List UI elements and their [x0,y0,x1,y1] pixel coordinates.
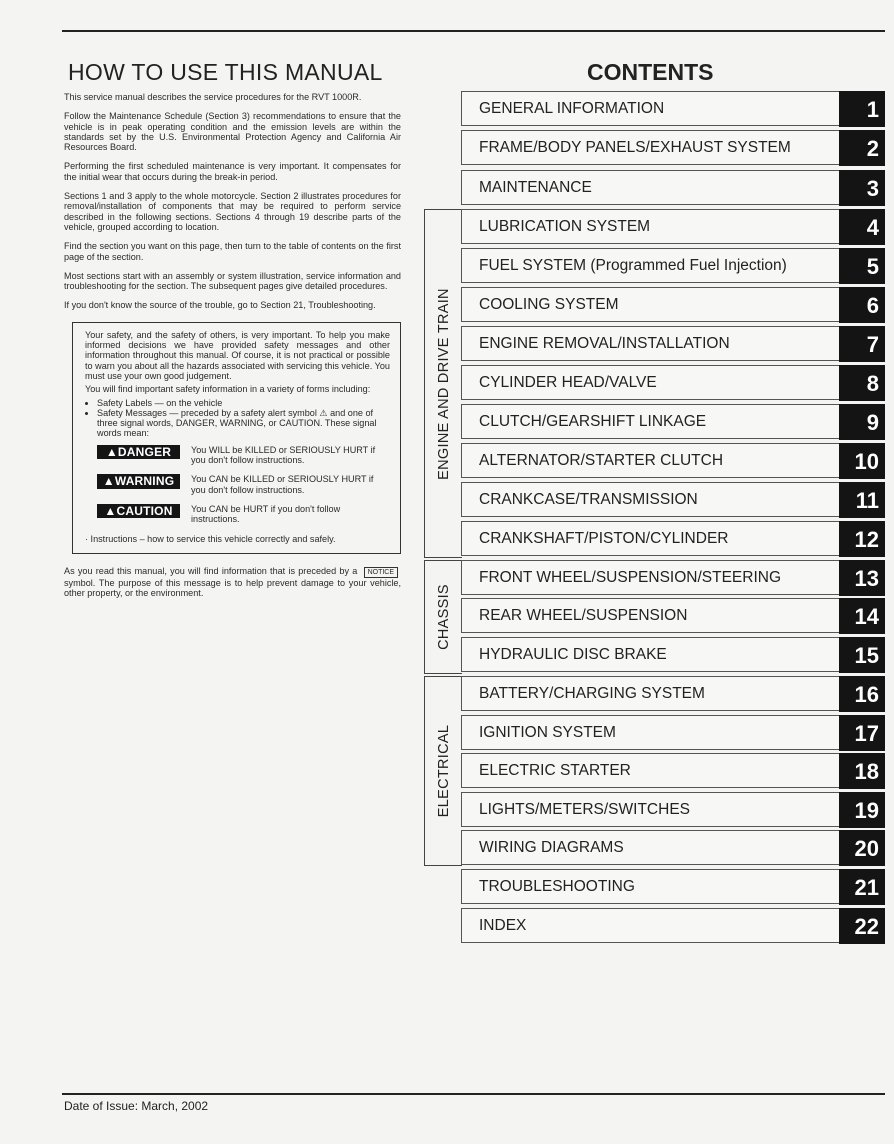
toc-entry[interactable] [461,598,885,634]
toc-entry[interactable] [461,830,885,866]
toc-entry[interactable] [461,637,885,673]
toc-label: FRAME/BODY PANELS/EXHAUST SYSTEM [479,139,791,156]
safety-forms: You will find important safety information in a variety of forms including: [85,384,371,395]
section-tab: 12 [839,521,885,557]
section-tab: 5 [839,248,885,284]
section-tab: 19 [839,792,885,828]
toc-label: ENGINE REMOVAL/INSTALLATION [479,335,730,352]
safety-list [85,398,390,439]
top-rule [62,30,885,32]
toc-entry[interactable] [461,521,885,557]
danger-row [97,445,390,466]
section-tab: 17 [839,715,885,751]
danger-badge: ▲DANGER [97,445,180,459]
section-tab: 9 [839,404,885,440]
section-tab: 2 [839,130,885,166]
group-engine-label: ENGINE AND DRIVE TRAIN [435,287,452,480]
section-tab: 13 [839,560,885,596]
issue-date: Date of Issue: March, 2002 [64,1099,209,1113]
how-to-use-title: HOW TO USE THIS MANUAL [68,59,383,86]
find-section-paragraph: Find the section you want on this page, then turn to the table of contents on the first page of the section. [64,241,401,262]
notice-text-after: symbol. The purpose of this message is to help prevent damage to your vehicle, other property, or the environment. [64,577,401,599]
toc-entry[interactable] [461,753,885,789]
how-to-use-section [64,92,401,607]
maintenance-paragraph: Follow the Maintenance Schedule (Section 3) recommendations to ensure that the vehicle is in peak operating condition and the emission levels are within the standards set by the U.S. Environmental Protection Agency and California Air Resources Board. [64,111,401,153]
toc-label: ALTERNATOR/STARTER CLUTCH [479,452,724,469]
caution-badge: ▲CAUTION [97,504,180,518]
section-structure-paragraph: Most sections start with an assembly or system illustration, service information and troubleshooting for the section. The subsequent pages give detailed procedures. [64,270,401,292]
toc-label: FUEL SYSTEM (Programmed Fuel Injection) [479,257,787,274]
section-tab: 18 [839,753,885,789]
warning-badge: ▲WARNING [97,474,180,488]
toc-label: HYDRAULIC DISC BRAKE [479,646,667,663]
toc-entry[interactable] [461,482,885,518]
safety-labels-item: • Safety Labels — on the vehicle [97,398,390,408]
toc-entry[interactable] [461,91,885,127]
group-electrical-label: ELECTRICAL [435,724,452,818]
toc-entry[interactable] [461,908,885,944]
toc-label: LIGHTS/METERS/SWITCHES [479,801,690,818]
toc-label: FRONT WHEEL/SUSPENSION/STEERING [479,569,782,586]
caution-text: You CAN be HURT if you don't follow instructions. [191,503,341,525]
troubleshooting-paragraph: If you don't know the source of the trouble, go to Section 21, Troubleshooting. [64,300,376,311]
section-tab: 15 [839,637,885,673]
toc-label: COOLING SYSTEM [479,296,619,313]
toc-label: CRANKCASE/TRANSMISSION [479,491,698,508]
toc-entry[interactable] [461,130,885,166]
group-chassis [424,560,462,674]
toc-label: CYLINDER HEAD/VALVE [479,374,657,391]
caution-row [97,504,390,525]
toc-entry[interactable] [461,365,885,401]
section-tab: 21 [839,869,885,905]
toc-label: MAINTENANCE [479,179,592,196]
instructions-item: · Instructions – how to service this vehicle correctly and safely. [85,533,336,544]
sections-paragraph: Sections 1 and 3 apply to the whole motorcycle. Section 2 illustrates procedures for removal/installation of components that may be required to perform service described in the following sections. Sections 4 through 19 describe parts of the vehicle, grouped according to location. [64,191,401,232]
bottom-rule [62,1093,885,1095]
toc-label: CLUTCH/GEARSHIFT LINKAGE [479,413,707,430]
section-tab: 20 [839,830,885,866]
safety-intro: Your safety, and the safety of others, is very important. To help you make informed decisions we have provided safety messages and other information throughout this manual. Of course, it is not practical or possible to warn you about all the hazards associated with servicing this vehicle. You must use your own good judgement. [85,329,390,381]
section-tab: 14 [839,598,885,634]
toc-label: CRANKSHAFT/PISTON/CYLINDER [479,530,729,547]
notice-text-before: As you read this manual, you will find information that is preceded by a [64,565,358,576]
toc-entry[interactable] [461,715,885,751]
section-tab: 4 [839,209,885,245]
intro-paragraph: This service manual describes the service procedures for the RVT 1000R. [64,92,362,102]
toc-label: TROUBLESHOOTING [479,878,635,895]
toc-label: WIRING DIAGRAMS [479,839,624,856]
toc-label: ELECTRIC STARTER [479,762,631,779]
toc-entry[interactable] [461,248,885,284]
toc-entry[interactable] [461,404,885,440]
section-tab: 7 [839,326,885,362]
toc-entry[interactable] [461,869,885,905]
section-tab: 8 [839,365,885,401]
toc-entry[interactable] [461,170,885,206]
warning-text: You CAN be KILLED or SERIOUSLY HURT if you don't follow instructions. [191,474,374,495]
notice-symbol: NOTICE [364,567,398,578]
toc-entry[interactable] [461,792,885,828]
section-tab: 6 [839,287,885,323]
section-tab: 11 [839,482,885,518]
toc-entry[interactable] [461,676,885,712]
toc-label: INDEX [479,917,527,934]
toc-label: BATTERY/CHARGING SYSTEM [479,685,705,702]
section-tab: 16 [839,676,885,712]
danger-text: You WILL be KILLED or SERIOUSLY HURT if you don't follow instructions. [191,444,376,466]
toc-label: IGNITION SYSTEM [479,724,616,741]
section-tab: 3 [839,170,885,206]
group-electrical [424,676,462,866]
contents-title: CONTENTS [587,59,714,86]
toc-label: GENERAL INFORMATION [479,100,665,117]
toc-entry[interactable] [461,560,885,596]
toc-entry[interactable] [461,209,885,245]
toc-entry[interactable] [461,287,885,323]
toc-entry[interactable] [461,326,885,362]
group-chassis-label: CHASSIS [435,584,452,650]
safety-box [72,322,401,554]
first-maintenance-paragraph: Performing the first scheduled maintenance is very important. It compensates for the initial wear that occurs during the break-in period. [64,161,401,182]
toc-label: REAR WHEEL/SUSPENSION [479,607,688,624]
warning-row [97,474,390,495]
group-engine [424,209,462,558]
section-tab: 10 [839,443,885,479]
section-tab: 22 [839,908,885,944]
section-tab: 1 [839,91,885,127]
toc-label: LUBRICATION SYSTEM [479,218,651,235]
notice-paragraph [64,566,401,599]
safety-messages-item: • Safety Messages — preceded by a safety alert symbol ⚠ and one of three signal words, DANGER, WARNING, or CAUTION. These signal words mean: [97,408,390,439]
toc-entry[interactable] [461,443,885,479]
